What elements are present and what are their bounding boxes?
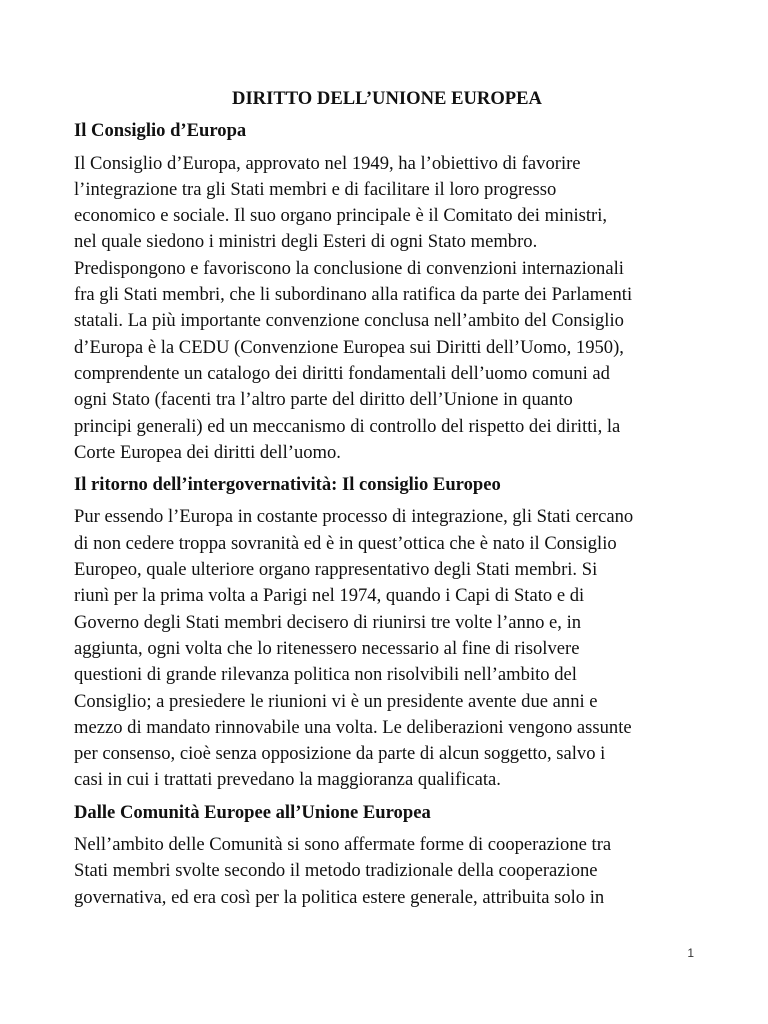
text-line: statali. La più importante convenzione conclusa nell’ambito del Consiglio: [74, 310, 624, 332]
section-heading: Il Consiglio d’Europa: [74, 120, 247, 142]
text-line: Pur essendo l’Europa in costante processo di integrazione, gli Stati cercano: [74, 506, 634, 528]
text-line: Il Consiglio d’Europa, approvato nel 1949, ha l’obiettivo di favorire: [74, 152, 581, 174]
text-line: Nell’ambito delle Comunità si sono affermate forme di cooperazione tra: [74, 834, 612, 856]
text-line: per consenso, cioè senza opposizione da parte di alcun soggetto, salvo i: [74, 743, 606, 765]
section-heading: Il ritorno dell’intergovernatività: Il consiglio Europeo: [74, 474, 501, 496]
text-line: fra gli Stati membri, che li subordinano alla ratifica da parte dei Parlamenti: [74, 284, 633, 306]
text-line: casi in cui i trattati prevedano la maggioranza qualificata.: [74, 769, 501, 791]
text-line: Predispongono e favoriscono la conclusione di convenzioni internazionali: [74, 257, 624, 279]
section-comunita-unione: [74, 800, 700, 911]
text-line: di non cedere troppa sovranità ed è in quest’ottica che è nato il Consiglio: [74, 532, 617, 554]
text-line: aggiunta, ogni volta che lo ritenessero necessario al fine di risolvere: [74, 637, 580, 659]
text-line: Corte Europea dei diritti dell’uomo.: [74, 441, 341, 463]
text-line: mezzo di mandato rinnovabile una volta. Le deliberazioni vengono assunte: [74, 716, 632, 738]
document-title: DIRITTO DELL’UNIONE EUROPEA: [232, 88, 542, 109]
text-line: riunì per la prima volta a Parigi nel 1974, quando i Capi di Stato e di: [74, 585, 585, 607]
text-line: Europeo, quale ulteriore organo rappresentativo degli Stati membri. Si: [74, 559, 598, 581]
text-line: Governo degli Stati membri decisero di riunirsi tre volte l’anno e, in: [74, 611, 582, 633]
section-paragraph: [74, 504, 700, 793]
text-line: d’Europa è la CEDU (Convenzione Europea sui Diritti dell’Uomo, 1950),: [74, 336, 624, 358]
text-line: principi generali) ed un meccanismo di controllo del rispetto dei diritti, la: [74, 415, 621, 437]
text-line: governativa, ed era così per la politica estere generale, attribuita solo in: [74, 886, 605, 908]
section-paragraph: [74, 832, 700, 911]
section-consiglio-europa: [74, 118, 700, 466]
section-consiglio-europeo: [74, 472, 700, 794]
text-line: Consiglio; a presiedere le riunioni vi è un presidente avente due anni e: [74, 690, 598, 712]
text-line: ogni Stato (facenti tra l’altro parte del diritto dell’Unione in quanto: [74, 389, 573, 411]
text-line: economico e sociale. Il suo organo principale è il Comitato dei ministri,: [74, 205, 608, 227]
text-line: Stati membri svolte secondo il metodo tradizionale della cooperazione: [74, 860, 598, 882]
document-body: [74, 86, 700, 917]
text-line: comprendente un catalogo dei diritti fondamentali dell’uomo comuni ad: [74, 362, 610, 384]
text-line: questioni di grande rilevanza politica non risolvibili nell’ambito del: [74, 664, 577, 686]
text-line: nel quale siedono i ministri degli Esteri di ogni Stato membro.: [74, 231, 538, 253]
section-paragraph: [74, 151, 700, 467]
page-number: 1: [687, 946, 694, 960]
text-line: l’integrazione tra gli Stati membri e di facilitare il loro progresso: [74, 178, 557, 200]
section-heading: Dalle Comunità Europee all’Unione Europea: [74, 801, 431, 823]
